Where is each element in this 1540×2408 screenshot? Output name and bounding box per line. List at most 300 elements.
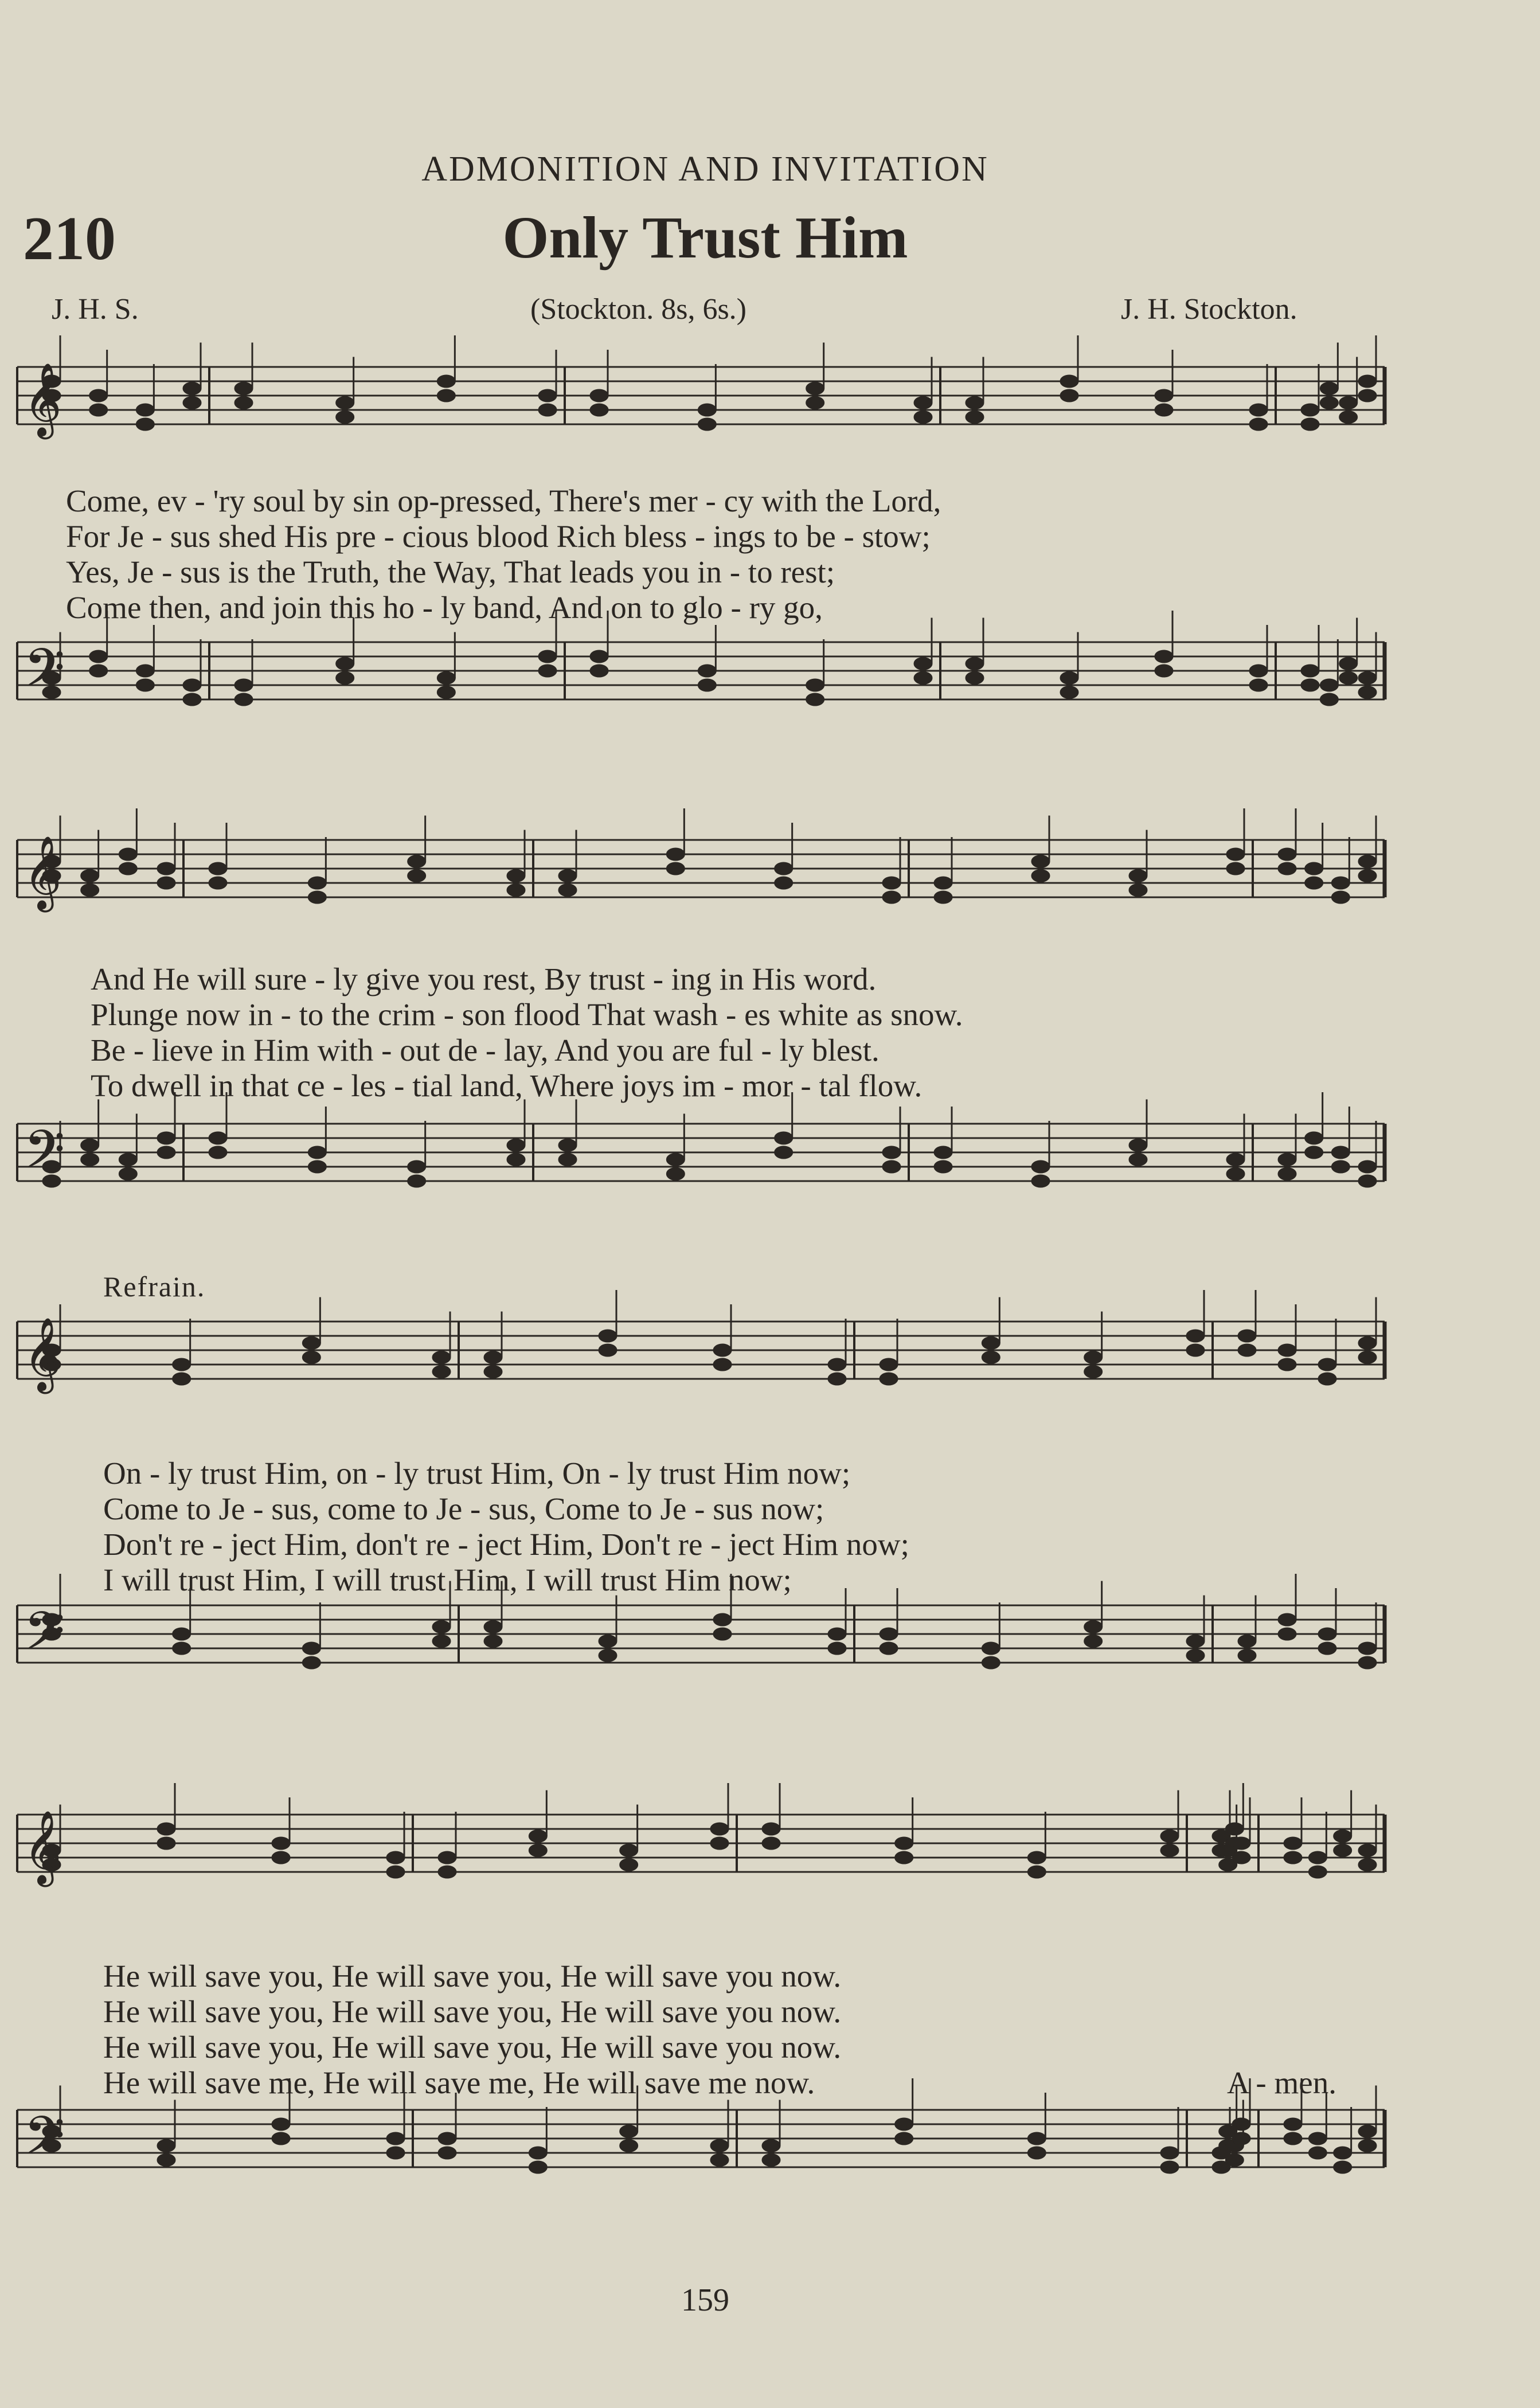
- notehead: [1084, 1351, 1103, 1364]
- notehead: [1358, 1351, 1377, 1364]
- notehead: [775, 862, 793, 875]
- notehead: [507, 884, 525, 897]
- page-number: 159: [681, 2282, 729, 2318]
- notehead: [828, 1373, 846, 1385]
- notehead: [558, 1139, 577, 1152]
- notehead: [934, 1160, 952, 1173]
- notehead: [272, 2132, 290, 2145]
- notehead: [710, 1823, 729, 1835]
- notehead: [1318, 1628, 1336, 1640]
- notehead: [966, 411, 984, 424]
- notehead: [438, 2147, 456, 2159]
- notehead: [1155, 664, 1173, 677]
- verse-3-line-1: Yes, Je - sus is the Truth, the Way, That leads you in - to rest;: [66, 554, 835, 589]
- notehead: [1278, 1344, 1296, 1357]
- notehead: [1305, 877, 1323, 889]
- notehead: [882, 891, 901, 904]
- notehead: [183, 382, 201, 395]
- notehead: [336, 658, 354, 670]
- notehead: [173, 1628, 191, 1640]
- notehead: [1160, 2147, 1179, 2159]
- notehead: [507, 1139, 525, 1152]
- notehead: [183, 679, 201, 691]
- notehead: [529, 2147, 547, 2159]
- notehead: [1249, 679, 1268, 691]
- notehead: [272, 1837, 290, 1850]
- notehead: [81, 1154, 99, 1166]
- notehead: [1339, 397, 1358, 409]
- notehead: [1301, 404, 1319, 416]
- notehead: [1278, 1154, 1296, 1166]
- notehead: [1155, 650, 1173, 663]
- notehead: [1334, 2147, 1352, 2159]
- notehead: [914, 411, 932, 424]
- notehead: [1308, 1866, 1327, 1878]
- notehead: [1318, 1642, 1336, 1655]
- notehead: [1027, 1866, 1046, 1878]
- notehead: [432, 1635, 451, 1648]
- notehead: [183, 693, 201, 706]
- notehead: [914, 658, 932, 670]
- notehead: [538, 664, 557, 677]
- notehead: [934, 1146, 952, 1159]
- notehead: [828, 1628, 846, 1640]
- notehead: [183, 397, 201, 409]
- notehead: [1358, 855, 1377, 868]
- notehead: [437, 686, 455, 699]
- notehead: [234, 397, 253, 409]
- refrain-line-2-v4: He will save me, He will save me, He will save me now.: [103, 2065, 815, 2100]
- notehead: [620, 2140, 638, 2152]
- notehead: [1129, 1139, 1147, 1152]
- notehead: [558, 884, 577, 897]
- notehead: [698, 418, 716, 431]
- notehead: [1031, 870, 1050, 882]
- notehead: [484, 1635, 502, 1648]
- notehead: [1358, 2140, 1377, 2152]
- notehead: [209, 877, 227, 889]
- notehead: [484, 1351, 502, 1364]
- bass-clef: 𝄢: [24, 1601, 65, 1674]
- notehead: [538, 404, 557, 416]
- notehead: [1031, 855, 1050, 868]
- notehead: [437, 389, 455, 402]
- notehead: [81, 884, 99, 897]
- notehead: [599, 1649, 617, 1662]
- notehead: [1060, 389, 1078, 402]
- notehead: [308, 877, 326, 889]
- notehead: [1358, 1160, 1377, 1173]
- notehead: [1278, 1168, 1296, 1180]
- notehead: [966, 672, 984, 685]
- notehead: [1249, 664, 1268, 677]
- notehead: [1060, 375, 1078, 388]
- notehead: [1129, 884, 1147, 897]
- notehead: [1339, 411, 1358, 424]
- notehead: [620, 1844, 638, 1857]
- verse-4-line-2: To dwell in that ce - les - tial land, Where joys im - mor - tal flow.: [91, 1068, 923, 1103]
- notehead: [806, 382, 824, 395]
- notehead: [408, 870, 426, 882]
- notehead: [934, 877, 952, 889]
- notehead: [666, 1154, 685, 1166]
- notehead: [157, 1837, 175, 1850]
- words-credit: J. H. S.: [52, 293, 139, 326]
- notehead: [336, 411, 354, 424]
- notehead: [1238, 1344, 1256, 1357]
- notehead: [89, 389, 108, 402]
- notehead: [1186, 1649, 1205, 1662]
- notehead: [157, 862, 175, 875]
- notehead: [1249, 418, 1268, 431]
- notehead: [209, 862, 227, 875]
- notehead: [710, 1837, 729, 1850]
- notehead: [529, 2161, 547, 2174]
- verse-2-line-1: For Je - sus shed His pre - cious blood Rich bless - ings to be - stow;: [66, 519, 931, 554]
- notehead: [408, 855, 426, 868]
- notehead: [1318, 1373, 1336, 1385]
- notehead: [1284, 2132, 1302, 2145]
- notehead: [895, 2118, 913, 2131]
- notehead: [1284, 2118, 1302, 2131]
- treble-clef: 𝄞: [24, 835, 62, 909]
- notehead: [590, 404, 608, 416]
- notehead: [982, 1656, 1000, 1669]
- notehead: [1186, 1635, 1205, 1648]
- notehead: [1278, 1358, 1296, 1371]
- notehead: [81, 870, 99, 882]
- notehead: [599, 1330, 617, 1342]
- notehead: [1084, 1366, 1103, 1378]
- notehead: [173, 1373, 191, 1385]
- notehead: [136, 664, 154, 677]
- notehead: [89, 664, 108, 677]
- notehead: [806, 693, 824, 706]
- notehead: [590, 389, 608, 402]
- notehead: [1320, 382, 1338, 395]
- notehead: [1358, 1656, 1377, 1669]
- notehead: [698, 664, 716, 677]
- notehead: [666, 848, 685, 861]
- notehead: [1129, 1154, 1147, 1166]
- notehead: [1301, 664, 1319, 677]
- notehead: [982, 1642, 1000, 1655]
- notehead: [1160, 1830, 1179, 1843]
- notehead: [880, 1642, 898, 1655]
- notehead: [775, 1146, 793, 1159]
- notehead: [272, 1851, 290, 1864]
- notehead: [308, 891, 326, 904]
- notehead: [982, 1337, 1000, 1350]
- notehead: [1060, 672, 1078, 685]
- notehead: [713, 1628, 732, 1640]
- notehead: [438, 1851, 456, 1864]
- notehead: [882, 1146, 901, 1159]
- notehead: [119, 1168, 137, 1180]
- hymn-title: Only Trust Him: [502, 205, 908, 271]
- notehead: [234, 679, 253, 691]
- notehead: [1278, 848, 1296, 861]
- notehead: [1278, 862, 1296, 875]
- verse-1-line-2: And He will sure - ly give you rest, By trust - ing in His word.: [91, 961, 877, 996]
- notehead: [1238, 1635, 1256, 1648]
- notehead: [302, 1656, 320, 1669]
- notehead: [1186, 1330, 1205, 1342]
- verse-3-line-2: Be - lieve in Him with - out de - lay, And you are ful - ly blest.: [91, 1033, 880, 1068]
- notehead: [590, 650, 608, 663]
- refrain-line-2-v1: He will save you, He will save you, He will save you now.: [103, 1959, 842, 1993]
- notehead: [1358, 686, 1377, 699]
- notehead: [882, 877, 901, 889]
- notehead: [1320, 693, 1338, 706]
- refrain-line-2-v3: He will save you, He will save you, He will save you now.: [103, 2030, 842, 2065]
- bass-clef: 𝄢: [24, 1119, 65, 1193]
- notehead: [432, 1351, 451, 1364]
- notehead: [1278, 1613, 1296, 1626]
- notehead: [1027, 2132, 1046, 2145]
- notehead: [1232, 2118, 1250, 2131]
- notehead: [1308, 1851, 1327, 1864]
- notehead: [1278, 1628, 1296, 1640]
- notehead: [966, 397, 984, 409]
- notehead: [302, 1642, 320, 1655]
- notehead: [599, 1344, 617, 1357]
- notehead: [1060, 686, 1078, 699]
- notehead: [1334, 2161, 1352, 2174]
- notehead: [438, 2132, 456, 2145]
- notehead: [1320, 397, 1338, 409]
- notehead: [432, 1366, 451, 1378]
- notehead: [119, 862, 137, 875]
- notehead: [1238, 1330, 1256, 1342]
- notehead: [1305, 862, 1323, 875]
- notehead: [1031, 1175, 1050, 1187]
- notehead: [89, 404, 108, 416]
- notehead: [590, 664, 608, 677]
- bass-clef: 𝄢: [24, 638, 65, 711]
- notehead: [432, 1621, 451, 1633]
- notehead: [157, 877, 175, 889]
- refrain-line-2-v2: He will save you, He will save you, He will save you now.: [103, 1994, 842, 2029]
- notehead: [308, 1160, 326, 1173]
- notehead: [1331, 1160, 1350, 1173]
- notehead: [895, 2132, 913, 2145]
- notehead: [1084, 1621, 1103, 1633]
- notehead: [173, 1642, 191, 1655]
- notehead: [880, 1358, 898, 1371]
- notehead: [157, 2140, 175, 2152]
- notehead: [762, 2140, 780, 2152]
- notehead: [209, 1132, 227, 1144]
- notehead: [1226, 862, 1245, 875]
- notehead: [136, 418, 154, 431]
- notehead: [484, 1621, 502, 1633]
- notehead: [1031, 1160, 1050, 1173]
- notehead: [1084, 1635, 1103, 1648]
- notehead: [234, 693, 253, 706]
- notehead: [558, 1154, 577, 1166]
- notehead: [1226, 1154, 1245, 1166]
- notehead: [762, 1837, 780, 1850]
- notehead: [806, 679, 824, 691]
- notehead: [1331, 891, 1350, 904]
- music-credit: J. H. Stockton.: [1121, 293, 1297, 326]
- verse-2-line-2: Plunge now in - to the crim - son flood That wash - es white as snow.: [91, 997, 963, 1032]
- notehead: [1027, 2147, 1046, 2159]
- notehead: [1238, 1649, 1256, 1662]
- notehead: [895, 1851, 913, 1864]
- notehead: [1155, 389, 1173, 402]
- notehead: [1334, 1844, 1352, 1857]
- notehead: [484, 1366, 502, 1378]
- notehead: [882, 1160, 901, 1173]
- refrain-label: Refrain.: [103, 1271, 206, 1303]
- notehead: [1225, 2154, 1244, 2167]
- notehead: [1358, 1859, 1377, 1871]
- notehead: [710, 2140, 729, 2152]
- notehead: [136, 679, 154, 691]
- notehead: [234, 382, 253, 395]
- notehead: [1358, 375, 1377, 388]
- notehead: [828, 1642, 846, 1655]
- notehead: [1232, 1851, 1250, 1864]
- notehead: [713, 1358, 732, 1371]
- bass-clef: 𝄢: [24, 2105, 65, 2179]
- notehead: [666, 1168, 685, 1180]
- refrain-line-1-v1: On - ly trust Him, on - ly trust Him, On - ly trust Him now;: [103, 1456, 851, 1491]
- notehead: [1358, 672, 1377, 685]
- notehead: [713, 1613, 732, 1626]
- notehead: [437, 672, 455, 685]
- notehead: [1226, 848, 1245, 861]
- notehead: [914, 672, 932, 685]
- treble-clef: 𝄞: [24, 362, 62, 436]
- notehead: [529, 1844, 547, 1857]
- notehead: [1305, 1132, 1323, 1144]
- notehead: [1358, 1337, 1377, 1350]
- notehead: [1318, 1358, 1336, 1371]
- notehead: [880, 1373, 898, 1385]
- notehead: [1358, 1175, 1377, 1187]
- notehead: [529, 1830, 547, 1843]
- notehead: [1308, 2132, 1327, 2145]
- notehead: [762, 1823, 780, 1835]
- notehead: [1301, 679, 1319, 691]
- notehead: [775, 877, 793, 889]
- notehead: [1160, 1844, 1179, 1857]
- notehead: [538, 389, 557, 402]
- notehead: [1301, 418, 1319, 431]
- notehead: [408, 1160, 426, 1173]
- tune-name: (Stockton. 8s, 6s.): [530, 293, 746, 326]
- treble-clef: 𝄞: [24, 1317, 62, 1390]
- notehead: [775, 1132, 793, 1144]
- notehead: [507, 870, 525, 882]
- notehead: [1186, 1344, 1205, 1357]
- notehead: [1358, 389, 1377, 402]
- notehead: [136, 404, 154, 416]
- notehead: [1331, 1146, 1350, 1159]
- notehead: [966, 658, 984, 670]
- notehead: [1320, 679, 1338, 691]
- notehead: [698, 404, 716, 416]
- notehead: [620, 2125, 638, 2138]
- notehead: [934, 891, 952, 904]
- notehead: [806, 397, 824, 409]
- notehead: [386, 2147, 405, 2159]
- refrain-line-1-v2: Come to Je - sus, come to Je - sus, Come to Je - sus now;: [103, 1491, 824, 1526]
- notehead: [1305, 1146, 1323, 1159]
- notehead: [710, 2154, 729, 2167]
- notehead: [762, 2154, 780, 2167]
- notehead: [620, 1859, 638, 1871]
- notehead: [157, 1132, 175, 1144]
- notehead: [272, 2118, 290, 2131]
- notehead: [558, 870, 577, 882]
- notehead: [336, 397, 354, 409]
- notehead: [386, 2132, 405, 2145]
- notehead: [538, 650, 557, 663]
- notehead: [386, 1866, 405, 1878]
- notehead: [1339, 672, 1358, 685]
- notehead: [1027, 1851, 1046, 1864]
- notehead: [507, 1154, 525, 1166]
- notehead: [173, 1358, 191, 1371]
- notehead: [1232, 1837, 1250, 1850]
- notehead: [713, 1344, 732, 1357]
- hymn-number: 210: [23, 205, 116, 273]
- notehead: [666, 862, 685, 875]
- notehead: [828, 1358, 846, 1371]
- notehead: [1129, 870, 1147, 882]
- notehead: [209, 1146, 227, 1159]
- notehead: [1160, 2161, 1179, 2174]
- notehead: [157, 1146, 175, 1159]
- notehead: [157, 1823, 175, 1835]
- notehead: [302, 1337, 320, 1350]
- notehead: [895, 1837, 913, 1850]
- notehead: [157, 2154, 175, 2167]
- notehead: [1334, 1830, 1352, 1843]
- notehead: [1331, 877, 1350, 889]
- notehead: [1358, 2125, 1377, 2138]
- notehead: [1284, 1837, 1302, 1850]
- notehead: [1358, 1844, 1377, 1857]
- notehead: [1232, 2132, 1250, 2145]
- notehead: [386, 1851, 405, 1864]
- notehead: [1284, 1851, 1302, 1864]
- notehead: [1358, 870, 1377, 882]
- notehead: [89, 650, 108, 663]
- notehead: [599, 1635, 617, 1648]
- notehead: [1358, 1642, 1377, 1655]
- notehead: [1308, 2147, 1327, 2159]
- notehead: [1339, 658, 1358, 670]
- notehead: [698, 679, 716, 691]
- amen: A - men.: [1227, 2065, 1336, 2100]
- notehead: [408, 1175, 426, 1187]
- notehead: [119, 848, 137, 861]
- notehead: [1225, 1823, 1244, 1835]
- verse-1-line-1: Come, ev - 'ry soul by sin op-pressed, There's mer - cy with the Lord,: [66, 483, 941, 518]
- notehead: [302, 1351, 320, 1364]
- notehead: [914, 397, 932, 409]
- notehead: [119, 1154, 137, 1166]
- refrain-line-1-v3: Don't re - ject Him, don't re - ject Him, Don't re - ject Him now;: [103, 1527, 909, 1562]
- notehead: [1249, 404, 1268, 416]
- notehead: [336, 672, 354, 685]
- section-title: ADMONITION AND INVITATION: [421, 150, 989, 189]
